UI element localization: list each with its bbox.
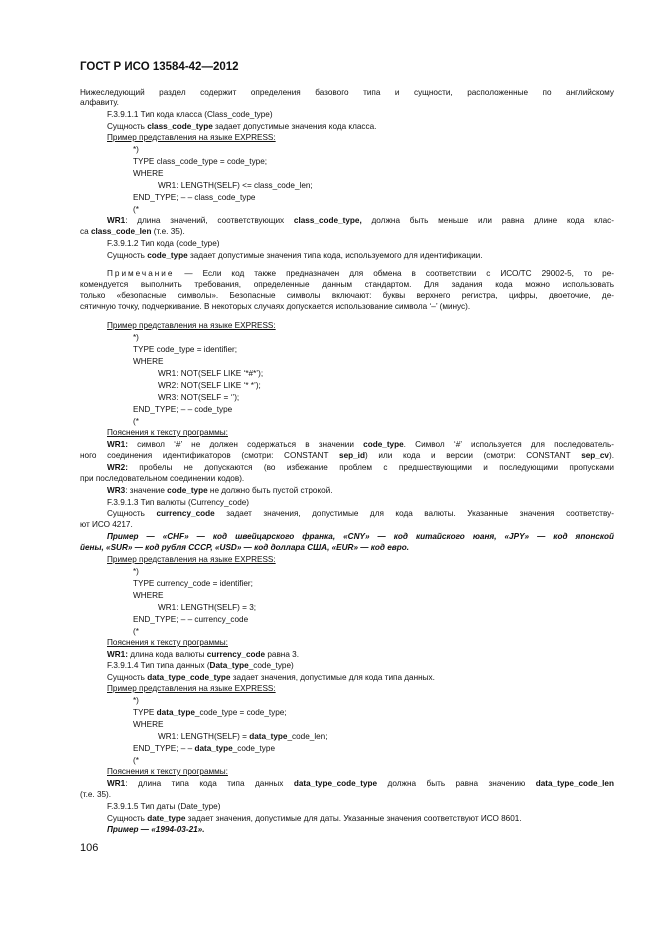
- text-segment: WHERE: [133, 720, 164, 729]
- text-line: [158, 369, 263, 379]
- text-segment: (т.е. 35).: [80, 790, 112, 799]
- text-segment: *): [133, 567, 139, 576]
- text-line: [133, 567, 139, 577]
- text-segment: только «безопасные символы». Безопасные символы включают: буквы верхнего регистра, цифры, двоеточие, де-: [80, 291, 614, 300]
- text-line: [107, 661, 294, 671]
- text-line: [133, 696, 139, 706]
- text-segment: *): [133, 696, 139, 705]
- text-segment: длина кода валюты: [127, 650, 207, 659]
- text-line: [107, 110, 273, 120]
- text-line: [133, 579, 253, 589]
- text-line: [107, 321, 276, 331]
- text-line: [80, 227, 185, 237]
- text-segment: currency_code: [156, 509, 215, 518]
- text-segment: WR1:: [107, 440, 128, 449]
- text-line: [80, 451, 614, 461]
- text-segment: class_code_len: [90, 227, 152, 236]
- text-line: [158, 603, 256, 613]
- text-line: [80, 474, 244, 484]
- text-line: [107, 767, 228, 777]
- text-line: [107, 825, 205, 835]
- text-line: [133, 169, 163, 179]
- text-segment: class_code_type: [147, 122, 213, 131]
- text-segment: са: [80, 227, 91, 236]
- text-segment: WR1: LENGTH(SELF) =: [158, 732, 250, 741]
- text-segment: Пояснения к тексту программы:: [107, 638, 228, 647]
- text-segment: (*: [133, 205, 139, 214]
- text-segment: TYPE class_code_type = code_type;: [133, 157, 268, 166]
- text-segment: code_type: [363, 440, 404, 449]
- text-segment: пробелы не допускаются (во избежание проблем с предшествующими и последующими пропусками: [127, 463, 614, 472]
- text-segment: Data_type: [209, 661, 249, 670]
- text-segment: ).: [608, 451, 614, 460]
- text-segment: WHERE: [133, 357, 164, 366]
- text-segment: data_type: [194, 744, 233, 753]
- text-segment: data_type: [249, 732, 288, 741]
- text-segment: Пример — «CHF» — код швейцарского франка, «CNY» — код китайского юаня, «JPY» — код японской: [107, 532, 614, 541]
- text-segment: Пример представления на языке EXPRESS:: [107, 684, 276, 693]
- text-segment: _code_type = code_type;: [194, 708, 287, 717]
- text-line: [133, 333, 139, 343]
- text-segment: задает допустимые значения типа кода, используемого для идентификации.: [187, 251, 483, 260]
- text-segment: ют ИСО 4217.: [80, 520, 133, 529]
- text-line: [107, 555, 276, 565]
- text-line: [80, 88, 614, 98]
- text-line: [107, 779, 614, 789]
- text-segment: Примечание: [107, 269, 175, 278]
- text-segment: должна быть равна значению: [377, 779, 536, 788]
- text-segment: ) или кода и версии (смотри: CONSTANT: [364, 451, 582, 460]
- text-line: [107, 251, 483, 261]
- text-segment: WR1: LENGTH(SELF) = 3;: [158, 603, 257, 612]
- text-line: [133, 157, 267, 167]
- text-line: [107, 440, 614, 450]
- text-segment: : значение: [125, 486, 168, 495]
- text-segment: Сущность: [107, 251, 148, 260]
- text-segment: F.3.9.1.4 Тип типа данных (: [107, 661, 210, 670]
- text-segment: комендуется выполнить требования, определенные данным стандартом. Для задания кода можно использовать: [80, 280, 614, 289]
- text-segment: sep_id: [339, 451, 365, 460]
- text-line: [133, 417, 139, 427]
- text-line: [80, 291, 614, 301]
- text-segment: Пример представления на языке EXPRESS:: [107, 321, 276, 330]
- text-segment: data_type_code_type: [293, 779, 378, 788]
- text-segment: END_TYPE; – – code_type: [133, 405, 233, 414]
- text-segment: END_TYPE; – –: [133, 744, 195, 753]
- text-line: [107, 673, 435, 683]
- text-segment: (*: [133, 417, 139, 426]
- text-line: [107, 216, 614, 226]
- text-segment: _code_len;: [287, 732, 328, 741]
- text-segment: _code_type: [232, 744, 276, 753]
- text-line: [158, 381, 261, 391]
- text-line: [133, 145, 139, 155]
- text-segment: (т.е. 35).: [151, 227, 185, 236]
- text-line: [133, 756, 139, 766]
- text-segment: Сущность: [107, 673, 148, 682]
- page-number: 106: [80, 842, 99, 854]
- text-segment: Сущность: [107, 122, 148, 131]
- text-segment: TYPE currency_code = identifier;: [133, 579, 253, 588]
- text-segment: равна 3.: [265, 650, 299, 659]
- text-line: [107, 239, 220, 249]
- text-segment: . Символ ‘#’ используется для последователь-: [403, 440, 614, 449]
- text-segment: _code_type): [248, 661, 294, 670]
- text-line: [107, 133, 276, 143]
- text-segment: sep_cv: [581, 451, 609, 460]
- text-line: [133, 615, 248, 625]
- text-segment: data_type: [156, 708, 195, 717]
- text-segment: END_TYPE; – – class_code_type: [133, 193, 256, 202]
- text-line: [80, 302, 470, 312]
- text-segment: *): [133, 145, 139, 154]
- text-segment: WR3: NOT(SELF = ‘’);: [158, 393, 240, 402]
- text-segment: currency_code: [206, 650, 266, 659]
- text-segment: задает допустимые значения кода класса.: [212, 122, 377, 131]
- page-header: ГОСТ Р ИСО 13584-42—2012: [80, 61, 239, 73]
- text-line: [80, 280, 614, 290]
- text-line: [133, 591, 163, 601]
- text-segment: Пояснения к тексту программы:: [107, 767, 228, 776]
- text-segment: Пример представления на языке EXPRESS:: [107, 133, 276, 142]
- text-segment: *): [133, 333, 139, 342]
- text-line: [158, 181, 313, 191]
- text-segment: WR1: LENGTH(SELF) <= class_code_len;: [158, 181, 313, 190]
- text-segment: F.3.9.1.1 Тип кода класса (Class_code_type): [107, 110, 273, 119]
- text-segment: алфавиту.: [80, 98, 119, 107]
- text-segment: Пример — «1994-03-21».: [107, 825, 205, 834]
- text-line: [133, 205, 139, 215]
- text-segment: F.3.9.1.2 Тип кода (code_type): [107, 239, 220, 248]
- text-segment: code_type: [147, 251, 188, 260]
- text-segment: задает значения, допустимые для даты. Указанные значения соответствуют ИСО 8601.: [185, 814, 522, 823]
- text-line: [158, 393, 239, 403]
- text-segment: (*: [133, 756, 139, 765]
- text-segment: йены, «SUR» — код рубля СССР, «USD» — код доллара США, «EUR» — код евро.: [80, 543, 410, 552]
- text-line: [107, 532, 614, 542]
- text-segment: TYPE: [133, 708, 157, 717]
- text-segment: TYPE code_type = identifier;: [133, 345, 237, 354]
- text-segment: задает значения, допустимые для кода типа данных.: [230, 673, 435, 682]
- text-segment: F.3.9.1.5 Тип даты (Date_type): [107, 802, 221, 811]
- text-line: [107, 802, 220, 812]
- text-line: [107, 269, 614, 279]
- text-segment: : длина значений, соответствующих: [125, 216, 294, 225]
- text-segment: должна быть меньше или равна длине кода клас-: [361, 216, 614, 225]
- text-line: [133, 357, 163, 367]
- text-segment: code_type: [167, 486, 208, 495]
- text-segment: не должно быть пустой строкой.: [207, 486, 333, 495]
- text-segment: ного соединения идентификаторов (смотри: CONSTANT: [80, 451, 340, 460]
- text-line: [107, 486, 333, 496]
- text-segment: END_TYPE; – – currency_code: [133, 615, 249, 624]
- text-segment: data_type_code_type: [147, 673, 231, 682]
- text-segment: WR1:: [107, 650, 128, 659]
- text-segment: Сущность: [107, 814, 148, 823]
- text-segment: class_code_type,: [293, 216, 362, 225]
- text-segment: Сущность: [107, 509, 157, 518]
- text-line: [107, 509, 614, 519]
- text-line: [133, 720, 163, 730]
- text-segment: WR1: [107, 216, 126, 225]
- text-line: [107, 122, 376, 132]
- text-segment: (*: [133, 627, 139, 636]
- text-segment: Пример представления на языке EXPRESS:: [107, 555, 276, 564]
- text-line: [80, 543, 409, 553]
- text-line: [133, 708, 287, 718]
- text-segment: символ ‘#’ не должен содержаться в значении: [127, 440, 364, 449]
- text-line: [133, 744, 275, 754]
- text-segment: WHERE: [133, 169, 164, 178]
- text-line: [107, 498, 249, 508]
- text-line: [107, 428, 228, 438]
- text-segment: date_type: [147, 814, 186, 823]
- text-segment: F.3.9.1.3 Тип валюты (Currency_code): [107, 498, 250, 507]
- text-segment: : длина типа кода типа данных: [125, 779, 294, 788]
- text-segment: WR1: NOT(SELF LIKE ‘*#*’);: [158, 369, 264, 378]
- text-line: [107, 650, 299, 660]
- text-segment: сятичную точку, подчеркивание. В некоторых случаях допускается использование символа ‘–’ (минус).: [80, 302, 471, 311]
- text-line: [133, 627, 139, 637]
- text-line: [80, 790, 111, 800]
- text-segment: при последовательном соединении кодов).: [80, 474, 245, 483]
- text-segment: — Если код также предназначен для обмена в соответствии с ИСО/ТС 29002-5, то ре-: [174, 269, 614, 278]
- text-line: [107, 814, 522, 824]
- text-segment: Пояснения к тексту программы:: [107, 428, 228, 437]
- text-segment: data_type_code_len: [535, 779, 614, 788]
- text-line: [133, 405, 232, 415]
- text-segment: WR2: NOT(SELF LIKE ‘* *’);: [158, 381, 261, 390]
- text-segment: Нижеследующий раздел содержит определения базового типа и сущности, расположенные по английскому: [80, 88, 614, 97]
- text-line: [80, 98, 119, 108]
- text-segment: задает значения, допустимые для кода валюты. Указанные значения соответству-: [214, 509, 614, 518]
- text-line: [80, 520, 133, 530]
- text-line: [107, 638, 228, 648]
- text-line: [133, 345, 237, 355]
- text-line: [107, 684, 276, 694]
- text-segment: WR3: [107, 486, 126, 495]
- text-segment: WR1: [107, 779, 126, 788]
- text-line: [133, 193, 255, 203]
- text-line: [107, 463, 614, 473]
- text-line: [158, 732, 328, 742]
- text-segment: WR2:: [107, 463, 128, 472]
- text-segment: WHERE: [133, 591, 164, 600]
